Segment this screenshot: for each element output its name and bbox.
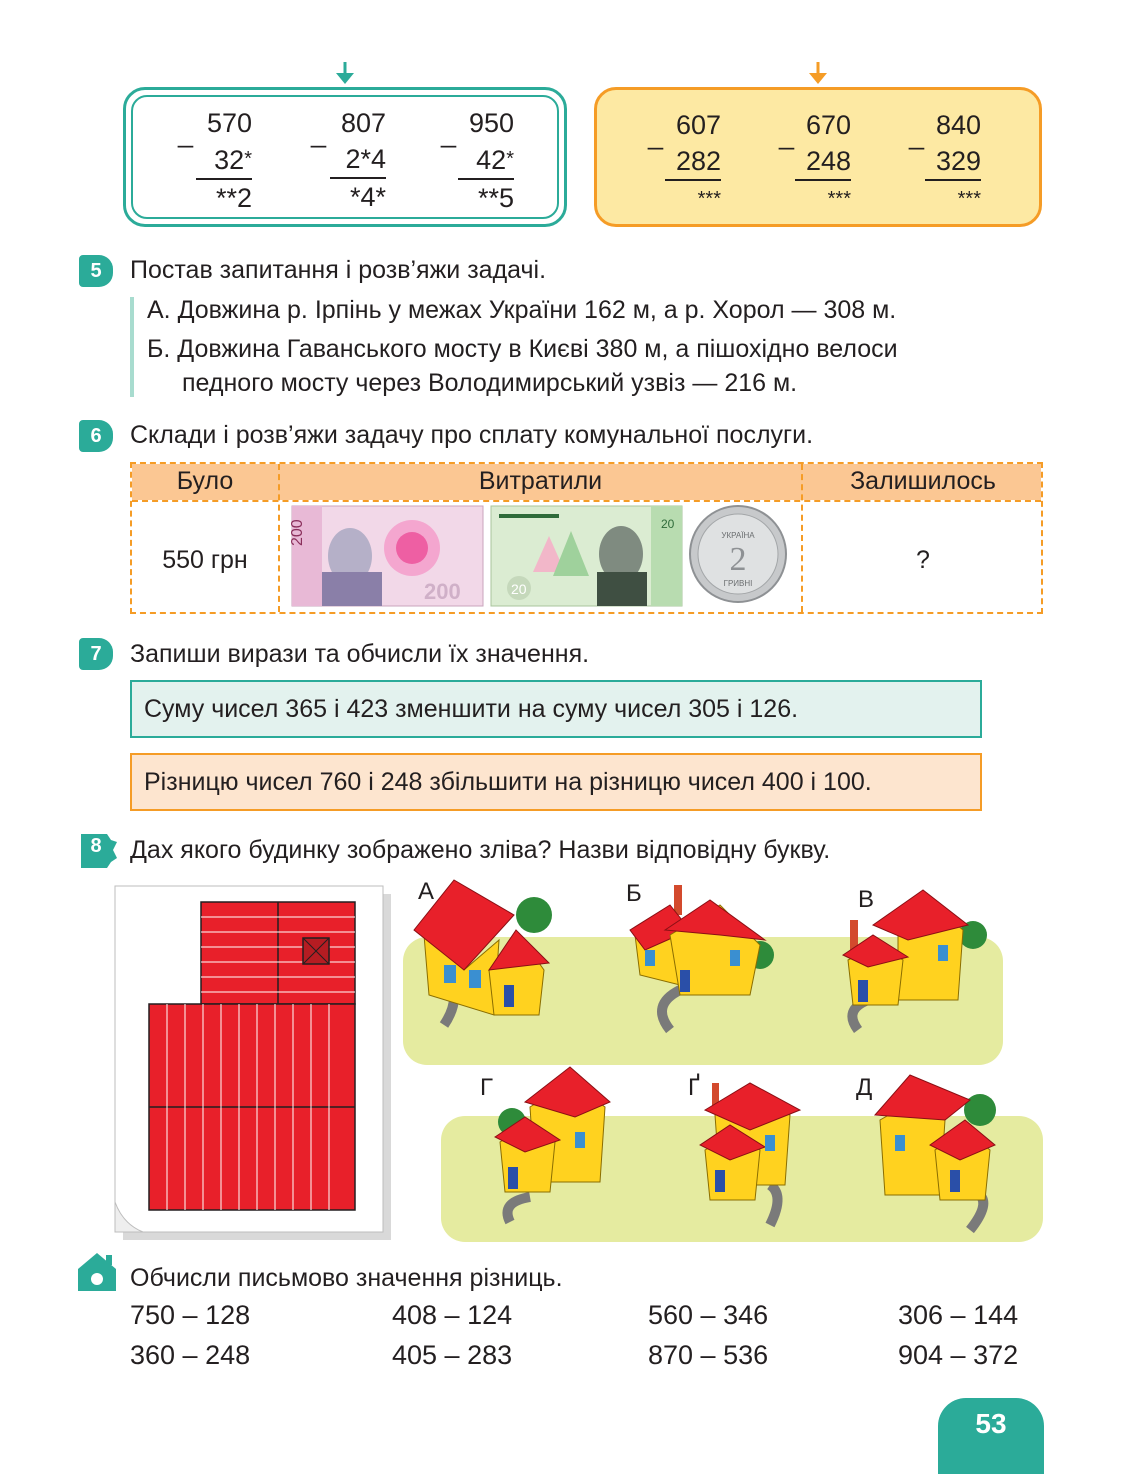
minuend: 840 — [935, 110, 981, 140]
orange-arrow-icon — [805, 62, 831, 86]
homework-item: 750 – 128 — [130, 1300, 251, 1330]
homework-item: 306 – 144 — [898, 1300, 1019, 1330]
homework-title: Обчисли письмово значення різниць. — [130, 1264, 563, 1292]
result: **5 — [477, 183, 514, 213]
house-b-image — [620, 875, 780, 1035]
task-number: 6 — [79, 420, 113, 452]
minuend: 807 — [340, 108, 386, 138]
house-letter: Д — [856, 1074, 873, 1101]
subtrahend: 42* — [458, 141, 514, 180]
homework-item: 904 – 372 — [898, 1340, 1019, 1370]
page-number-tab — [938, 1398, 1044, 1474]
house-letter: Ґ — [688, 1074, 700, 1101]
subtrahend: 282 — [665, 143, 721, 181]
svg-text:ГРИВНІ: ГРИВНІ — [723, 579, 753, 588]
teal-arrow-icon — [332, 62, 358, 86]
homework-item: 560 – 346 — [648, 1300, 769, 1330]
task-number: 5 — [79, 255, 113, 287]
homework-item: 360 – 248 — [130, 1340, 251, 1370]
result: *** — [697, 188, 721, 210]
table-header: Залишилось — [850, 467, 996, 495]
task-item-b-cont: педного мосту через Володимирський узвіз — 216 м. — [182, 369, 798, 397]
result: **2 — [215, 183, 252, 213]
subtrahend: 248 — [795, 143, 851, 181]
house-letter: Г — [480, 1074, 493, 1101]
expression-box-1: Суму чисел 365 і 423 зменшити на суму чисел 305 і 126. — [130, 680, 982, 738]
svg-text:2: 2 — [729, 541, 747, 578]
task-item-a: А. Довжина р. Ірпінь у межах України 162 м, а р. Хорол — 308 м. — [147, 296, 897, 324]
task-side-bar — [130, 297, 134, 397]
minuend: 607 — [675, 110, 721, 140]
task-title: Склади і розв’яжи задачу про сплату комунальної послуги. — [130, 421, 814, 449]
house-d-image — [870, 1070, 1020, 1230]
svg-text:УКРАЇНА: УКРАЇНА — [721, 531, 755, 540]
homework-item: 405 – 283 — [392, 1340, 513, 1370]
banknote-200-image — [289, 506, 483, 606]
task-number: 8 — [90, 835, 102, 857]
svg-text:200: 200 — [289, 519, 306, 546]
subtrahend: 329 — [925, 143, 981, 181]
task-title: Запиши вирази та обчисли їх значення. — [130, 640, 590, 668]
house-g-image — [490, 1062, 620, 1222]
banknote-20-image — [491, 506, 682, 606]
homework-item: 408 – 124 — [392, 1300, 513, 1330]
task-number: 7 — [79, 638, 113, 670]
result: *** — [827, 188, 851, 210]
home-icon — [76, 1251, 118, 1293]
svg-text:200: 200 — [424, 579, 461, 604]
house-letter: А — [418, 878, 435, 905]
house-g2-image — [690, 1075, 810, 1225]
table-header: Витратили — [478, 467, 603, 495]
subtrahend: 32* — [196, 141, 252, 180]
coin-2-hryvni-image — [688, 504, 788, 604]
house-letter: Б — [626, 880, 642, 907]
result: *** — [957, 188, 981, 210]
house-letter: В — [858, 886, 875, 913]
expression-box-2: Різницю чисел 760 і 248 збільшити на різницю чисел 400 і 100. — [130, 753, 982, 811]
page-number: 53 — [975, 1408, 1007, 1439]
minuend: 670 — [805, 110, 851, 140]
homework-item: 870 – 536 — [648, 1340, 769, 1370]
minuend: 950 — [468, 108, 514, 138]
minuend: 570 — [206, 108, 252, 138]
roof-top-view-image — [113, 884, 393, 1242]
table-cell-left: ? — [916, 546, 930, 574]
task-title: Дах якого будинку зображено зліва? Назви відповідну букву. — [130, 836, 831, 864]
svg-text:20: 20 — [511, 581, 527, 597]
result: *4* — [349, 182, 386, 212]
task-title: Постав запитання і розв’яжи задачі. — [130, 256, 547, 284]
task-item-b: Б. Довжина Гаванського мосту в Києві 380 м, а пішохідно велоси — [147, 335, 898, 363]
subtrahend: 2*4 — [330, 141, 386, 179]
table-cell-was: 550 грн — [162, 546, 248, 574]
table-header: Було — [176, 467, 234, 495]
svg-text:20: 20 — [661, 517, 675, 531]
